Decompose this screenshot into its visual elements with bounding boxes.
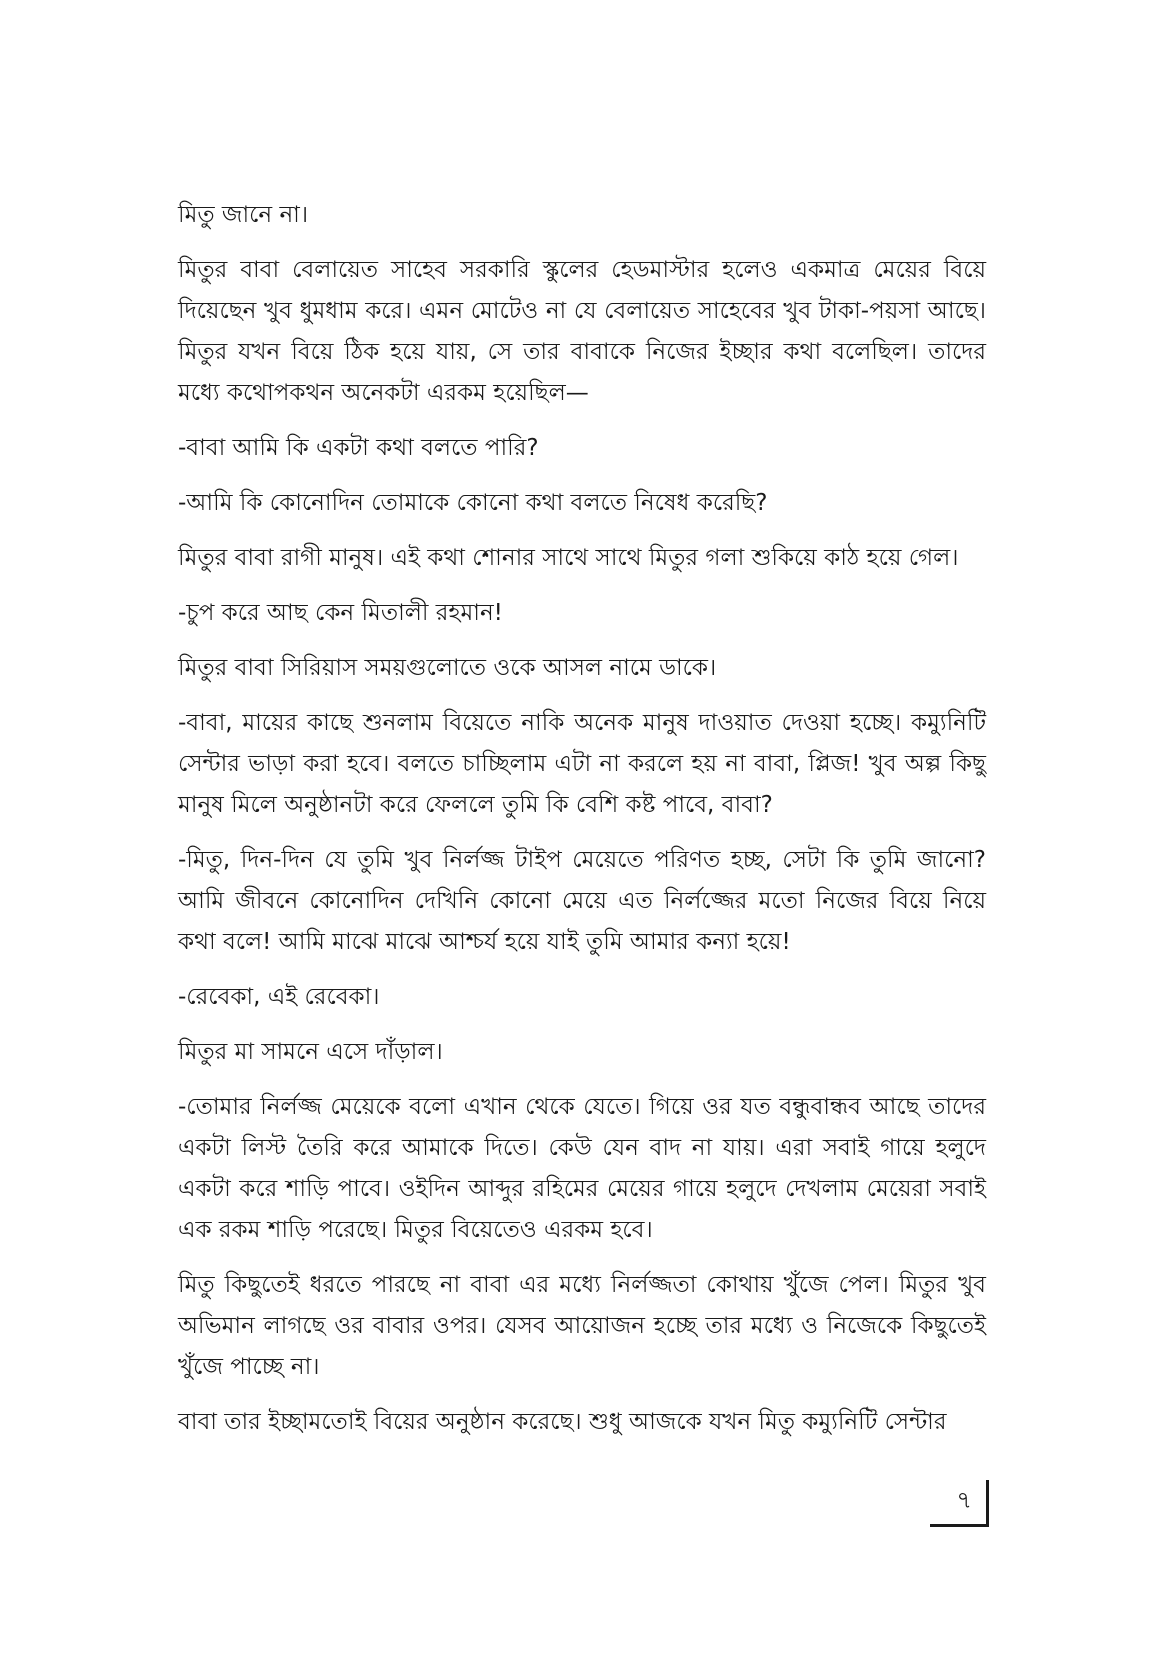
paragraph: -বাবা, মায়ের কাছে শুনলাম বিয়েতে নাকি অনেক মানুষ দাওয়াত দেওয়া হচ্ছে। কম্যুনিটি সেন্টার ভাড়া করা হবে। বলতে চাচ্ছিলাম এটা না করলে হয় না বাবা, প্লিজ! খুব অল্প কিছু মানুষ মিলে অনুষ্ঠানটা করে ফেললে তুমি কি বেশি কষ্ট পাবে, বাবা? (178, 710, 986, 818)
paragraph: মিতুর বাবা বেলায়েত সাহেব সরকারি স্কুলের হেডমাস্টার হলেও একমাত্র মেয়ের বিয়ে দিয়েছেন খুব ধুমধাম করে। এমন মোটেও না যে বেলায়েত সাহেবের খুব টাকা-পয়সা আছে। মিতুর যখন বিয়ে ঠিক হয়ে যায়, সে তার বাবাকে নিজের ইচ্ছার কথা বলেছিল। তাদের মধ্যে কথোপকথন অনেকটা এরকম হয়েছিল— (178, 257, 986, 406)
paragraph: মিতু কিছুতেই ধরতে পারছে না বাবা এর মধ্যে নির্লজ্জতা কোথায় খুঁজে পেল। মিতুর খুব অভিমান লাগছে ওর বাবার ওপর। যেসব আয়োজন হচ্ছে তার মধ্যে ও নিজেকে কিছুতেই খুঁজে পাচ্ছে না। (178, 1272, 986, 1380)
page-body (178, 195, 986, 1457)
paragraph: -মিতু, দিন-দিন যে তুমি খুব নির্লজ্জ টাইপ মেয়েতে পরিণত হচ্ছ, সেটা কি তুমি জানো? আমি জীবনে কোনোদিন দেখিনি কোনো মেয়ে এত নির্লজ্জের মতো নিজের বিয়ে নিয়ে কথা বলে! আমি মাঝে মাঝে আশ্চর্য হয়ে যাই তুমি আমার কন্যা হয়ে! (178, 847, 986, 955)
paragraph: -চুপ করে আছ কেন মিতালী রহমান! (178, 600, 503, 626)
paragraph: মিতুর মা সামনে এসে দাঁড়াল। (178, 1039, 443, 1065)
paragraph: মিতুর বাবা সিরিয়াস সময়গুলোতে ওকে আসল নামে ডাকে। (178, 655, 717, 681)
paragraph: -রেবেকা, এই রেবেকা। (178, 984, 380, 1010)
paragraph: -আমি কি কোনোদিন তোমাকে কোনো কথা বলতে নিষেধ করেছি? (178, 490, 768, 516)
page-number-frame (930, 1480, 989, 1527)
paragraph: মিতু জানে না। (178, 202, 309, 228)
paragraph: -বাবা আমি কি একটা কথা বলতে পারি? (178, 435, 539, 461)
page-number: ৭ (956, 1486, 972, 1514)
paragraph: -তোমার নির্লজ্জ মেয়েকে বলো এখান থেকে যেতে। গিয়ে ওর যত বন্ধুবান্ধব আছে তাদের একটা লিস্ট তৈরি করে আমাকে দিতে। কেউ যেন বাদ না যায়। এরা সবাই গায়ে হলুদে একটা করে শাড়ি পাবে। ওইদিন আব্দুর রহিমের মেয়ের গায়ে হলুদে দেখলাম মেয়েরা সবাই এক রকম শাড়ি পরেছে। মিতুর বিয়েতেও এরকম হবে। (178, 1094, 986, 1243)
paragraph: মিতুর বাবা রাগী মানুষ। এই কথা শোনার সাথে সাথে মিতুর গলা শুকিয়ে কাঠ হয়ে গেল। (178, 545, 959, 571)
paragraph: বাবা তার ইচ্ছামতোই বিয়ের অনুষ্ঠান করেছে। শুধু আজকে যখন মিতু কম্যুনিটি সেন্টার (178, 1409, 947, 1435)
